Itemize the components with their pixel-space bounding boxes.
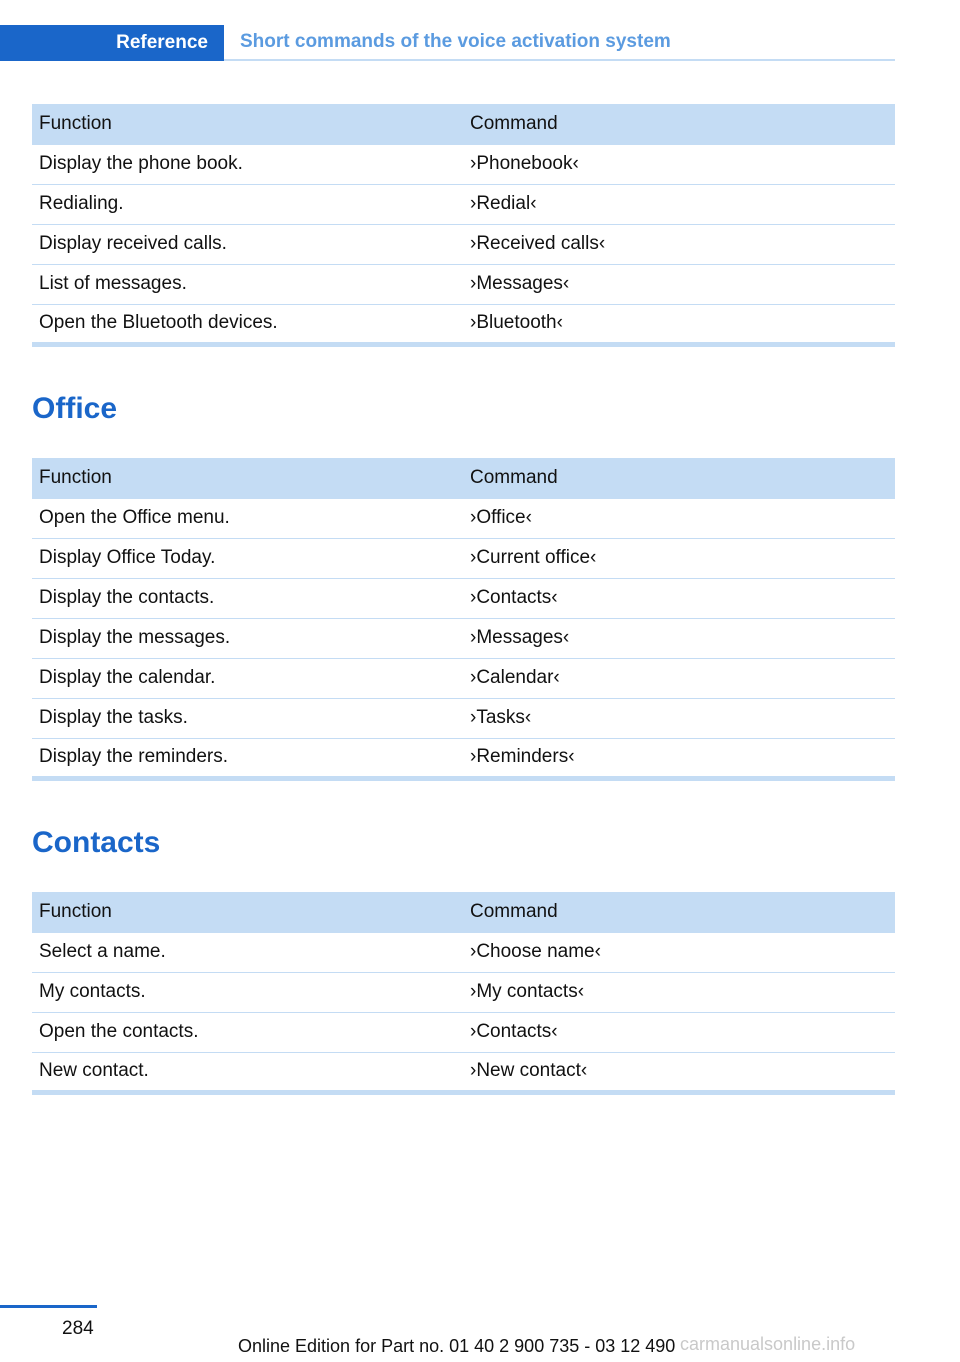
- section-heading-contacts: Contacts: [32, 826, 161, 859]
- table-row: [32, 738, 895, 778]
- phone-commands-table: [32, 104, 895, 347]
- command-cell: ›Phonebook‹: [463, 144, 895, 184]
- page-header: [0, 25, 895, 61]
- table-row: [32, 658, 895, 698]
- table-row: [32, 304, 895, 344]
- command-cell: ›New contact‹: [463, 1052, 895, 1092]
- command-cell: ›Office‹: [463, 498, 895, 538]
- function-cell: Open the Bluetooth devices.: [32, 304, 463, 344]
- table-row: [32, 144, 895, 184]
- table-row: [32, 1052, 895, 1092]
- command-cell: ›Tasks‹: [463, 698, 895, 738]
- section-tab-reference: Reference: [0, 25, 224, 61]
- command-cell: ›Messages‹: [463, 618, 895, 658]
- table-row: [32, 538, 895, 578]
- section-heading-office: Office: [32, 392, 118, 425]
- command-cell: ›Reminders‹: [463, 738, 895, 778]
- function-cell: Display the reminders.: [32, 738, 463, 778]
- command-cell: ›Choose name‹: [463, 932, 895, 972]
- edition-note: Online Edition for Part no. 01 40 2 900 735 - 03 12 490: [238, 1336, 676, 1356]
- function-cell: Display the calendar.: [32, 658, 463, 698]
- table-row: [32, 932, 895, 972]
- function-cell: New contact.: [32, 1052, 463, 1092]
- command-cell: ›My contacts‹: [463, 972, 895, 1012]
- page-number: 284: [62, 1318, 94, 1339]
- office-commands-table: [32, 458, 895, 781]
- column-header-command: Command: [463, 892, 895, 932]
- function-cell: Display received calls.: [32, 224, 463, 264]
- function-cell: Redialing.: [32, 184, 463, 224]
- table-row: [32, 184, 895, 224]
- function-cell: Select a name.: [32, 932, 463, 972]
- table-row: [32, 972, 895, 1012]
- function-cell: Display the contacts.: [32, 578, 463, 618]
- function-cell: Display the phone book.: [32, 144, 463, 184]
- command-cell: ›Messages‹: [463, 264, 895, 304]
- command-cell: ›Contacts‹: [463, 1012, 895, 1052]
- table-row: [32, 618, 895, 658]
- column-header-function: Function: [32, 104, 463, 144]
- contacts-commands-table: [32, 892, 895, 1095]
- command-cell: ›Redial‹: [463, 184, 895, 224]
- command-cell: ›Bluetooth‹: [463, 304, 895, 344]
- function-cell: Display the tasks.: [32, 698, 463, 738]
- table-row: [32, 1012, 895, 1052]
- column-header-command: Command: [463, 458, 895, 498]
- column-header-command: Command: [463, 104, 895, 144]
- footer-rule: [0, 1305, 97, 1308]
- function-cell: Display the messages.: [32, 618, 463, 658]
- chapter-title: Short commands of the voice activation system: [224, 25, 895, 61]
- function-cell: List of messages.: [32, 264, 463, 304]
- table-row: [32, 224, 895, 264]
- function-cell: Open the contacts.: [32, 1012, 463, 1052]
- column-header-function: Function: [32, 458, 463, 498]
- command-cell: ›Contacts‹: [463, 578, 895, 618]
- command-cell: ›Current office‹: [463, 538, 895, 578]
- table-header-row: [32, 892, 895, 932]
- column-header-function: Function: [32, 892, 463, 932]
- table-row: [32, 578, 895, 618]
- command-cell: ›Received calls‹: [463, 224, 895, 264]
- function-cell: Display Office Today.: [32, 538, 463, 578]
- table-header-row: [32, 458, 895, 498]
- table-row: [32, 498, 895, 538]
- function-cell: Open the Office menu.: [32, 498, 463, 538]
- function-cell: My contacts.: [32, 972, 463, 1012]
- table-row: [32, 698, 895, 738]
- command-cell: ›Calendar‹: [463, 658, 895, 698]
- table-row: [32, 264, 895, 304]
- watermark: carmanualsonline.info: [680, 1334, 856, 1354]
- table-header-row: [32, 104, 895, 144]
